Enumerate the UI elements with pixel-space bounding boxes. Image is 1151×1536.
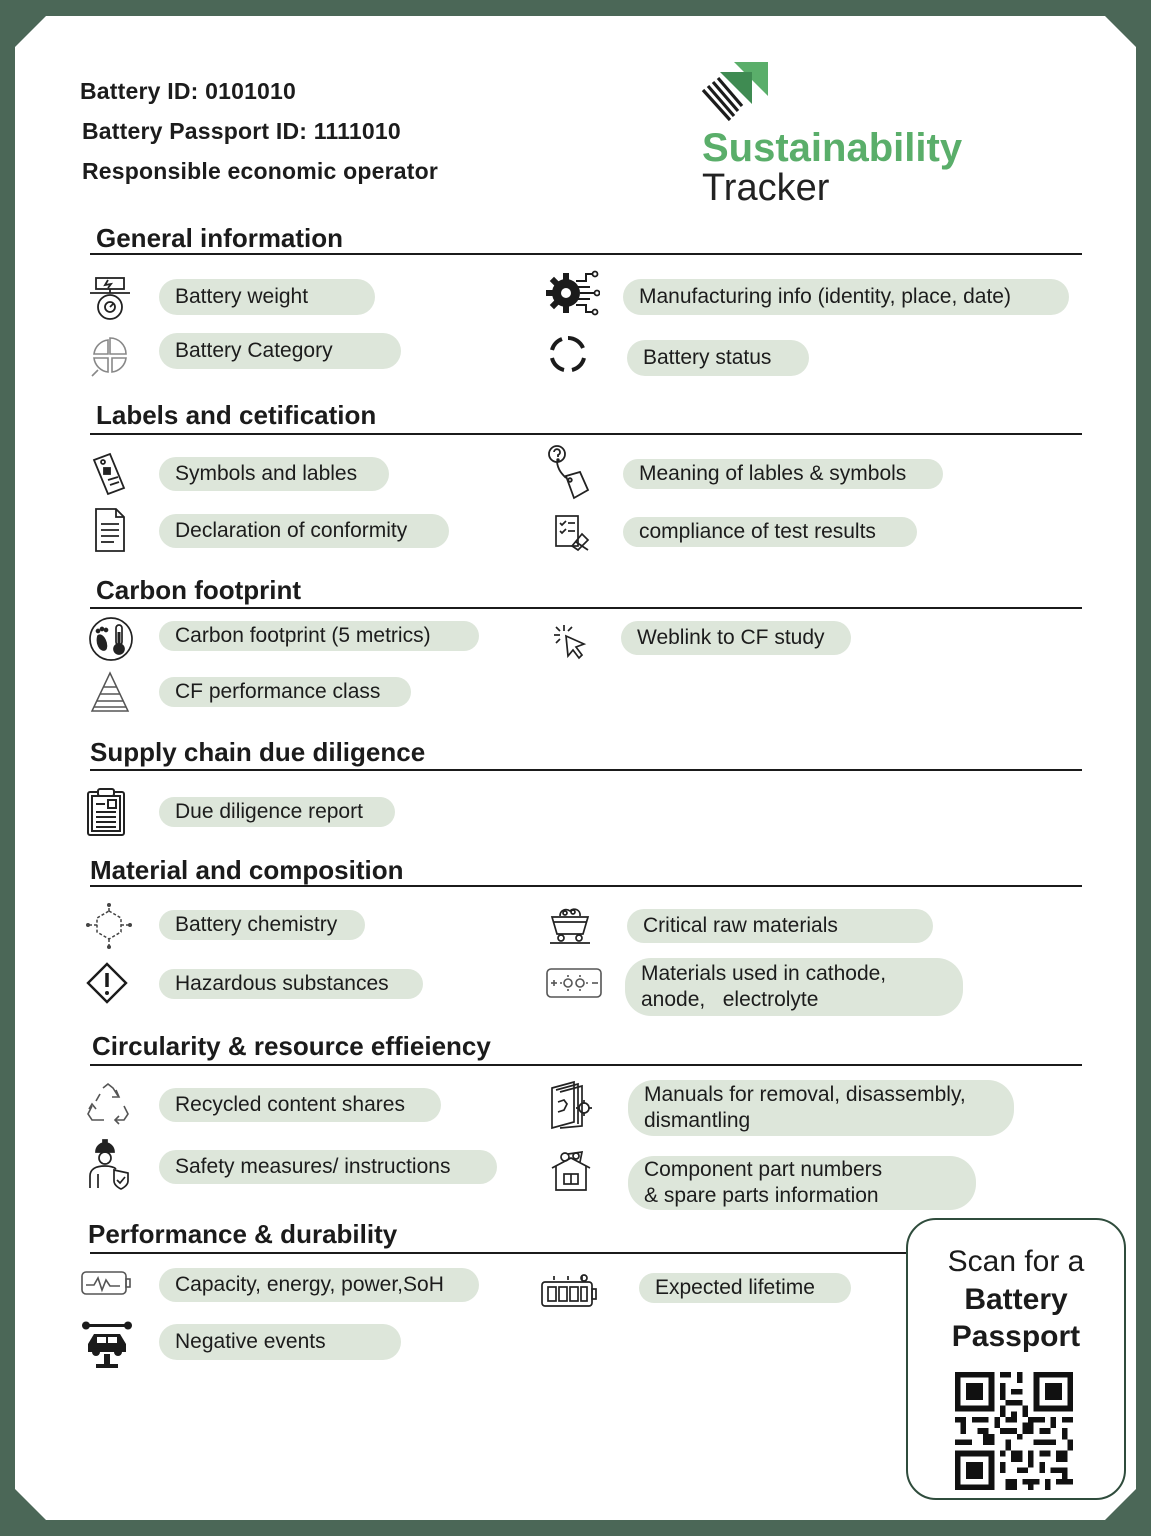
section-divider xyxy=(90,607,1082,609)
section-title-material: Material and composition xyxy=(90,855,404,885)
pill-compliance-test-results: compliance of test results xyxy=(623,517,917,547)
document-icon xyxy=(86,506,134,554)
pill-materials-used xyxy=(625,958,963,1016)
pill-negative-events: Negative events xyxy=(159,1324,401,1360)
section-title-carbon: Carbon footprint xyxy=(96,575,302,605)
section-title-circularity: Circularity & resource effieiency xyxy=(92,1031,491,1061)
pill-manuals-text xyxy=(644,1082,966,1135)
lifetime-battery-icon xyxy=(540,1274,598,1308)
qr-code-icon[interactable] xyxy=(954,1372,1074,1490)
qr-caption-line-2: Battery xyxy=(964,1283,1068,1316)
manuals-line-1: Manuals for removal, disassembly, xyxy=(644,1082,966,1106)
qr-caption-line-1: Scan for a xyxy=(947,1245,1085,1278)
section-title-labels: Labels and cetification xyxy=(96,400,377,430)
pill-manufacturing-info: Manufacturing info (identity, place, date) xyxy=(623,279,1069,315)
pill-hazardous-substances: Hazardous substances xyxy=(159,969,423,999)
section-divider xyxy=(90,885,1082,887)
section-title-supply: Supply chain due diligence xyxy=(90,737,426,767)
materials-line-1: Materials used in cathode, xyxy=(641,961,887,985)
section-title-performance: Performance & durability xyxy=(88,1219,398,1249)
pill-battery-weight: Battery weight xyxy=(159,279,375,315)
pill-safety-measures: Safety measures/ instructions xyxy=(159,1150,497,1184)
click-cursor-icon xyxy=(550,622,590,662)
recycle-icon xyxy=(86,1082,130,1126)
pill-declaration-conformity: Declaration of conformity xyxy=(159,514,449,548)
mine-cart-icon xyxy=(548,904,592,944)
status-cycle-icon xyxy=(546,332,590,376)
capacity-battery-icon xyxy=(80,1268,132,1298)
pill-due-diligence-report: Due diligence report xyxy=(159,797,395,827)
safety-worker-icon xyxy=(86,1138,132,1190)
pill-battery-chemistry: Battery chemistry xyxy=(159,910,365,940)
molecule-icon xyxy=(86,903,132,949)
pill-recycled-content: Recycled content shares xyxy=(159,1088,441,1122)
section-title-general: General information xyxy=(96,223,344,253)
pill-symbols-labels: Symbols and lables xyxy=(159,457,389,491)
pill-critical-raw-materials: Critical raw materials xyxy=(627,909,933,943)
performance-pyramid-icon xyxy=(88,670,132,714)
tag-label-icon xyxy=(86,450,134,498)
battery-category-icon xyxy=(86,332,134,380)
sustainability-tracker-logo-icon xyxy=(700,60,772,126)
pill-weblink-cf-study: Weblink to CF study xyxy=(621,621,851,655)
hazard-diamond-icon xyxy=(86,962,128,1004)
pill-materials-text xyxy=(641,961,886,1014)
pill-expected-lifetime: Expected lifetime xyxy=(639,1273,851,1303)
materials-line-2: anode, electrolyte xyxy=(641,988,819,1011)
section-divider xyxy=(90,769,1082,771)
gear-circuit-icon xyxy=(546,266,600,320)
footprint-thermometer-icon xyxy=(88,616,134,662)
clipboard-report-icon xyxy=(84,787,128,837)
component-parts-icon xyxy=(548,1150,594,1192)
scale-icon xyxy=(86,275,134,323)
pill-battery-status: Battery status xyxy=(627,340,809,376)
responsible-operator: Responsible economic operator xyxy=(82,158,438,184)
section-divider xyxy=(90,253,1082,255)
pill-carbon-footprint: Carbon footprint (5 metrics) xyxy=(159,621,479,651)
test-checklist-icon xyxy=(552,512,592,552)
battery-id: Battery ID: 0101010 xyxy=(80,78,297,104)
section-divider xyxy=(90,1252,908,1254)
pill-components-text xyxy=(644,1157,882,1210)
components-line-1: Component part numbers xyxy=(644,1157,883,1181)
qr-caption-line-3: Passport xyxy=(951,1320,1081,1353)
components-line-2: & spare parts information xyxy=(644,1184,879,1207)
pill-capacity-energy: Capacity, energy, power,SoH xyxy=(159,1268,479,1302)
battery-cell-icon xyxy=(544,966,604,1000)
pill-battery-category: Battery Category xyxy=(159,333,401,369)
section-divider xyxy=(90,433,1082,435)
pill-cf-performance-class: CF performance class xyxy=(159,677,411,707)
battery-passport-id: Battery Passport ID: 1111010 xyxy=(82,118,401,144)
manual-book-icon xyxy=(546,1080,592,1130)
section-divider xyxy=(90,1064,1082,1066)
qr-scan-card[interactable] xyxy=(906,1218,1126,1500)
logo-wordmark-sustainability: Sustainability xyxy=(702,126,963,170)
car-lift-repair-icon xyxy=(80,1318,134,1370)
manuals-line-2: dismantling xyxy=(644,1109,751,1132)
pill-meaning-labels: Meaning of lables & symbols xyxy=(623,459,943,489)
pill-manuals-removal xyxy=(628,1080,1014,1136)
logo-wordmark-tracker: Tracker xyxy=(702,167,830,209)
pill-component-parts xyxy=(628,1156,976,1210)
question-tag-icon xyxy=(546,442,592,502)
